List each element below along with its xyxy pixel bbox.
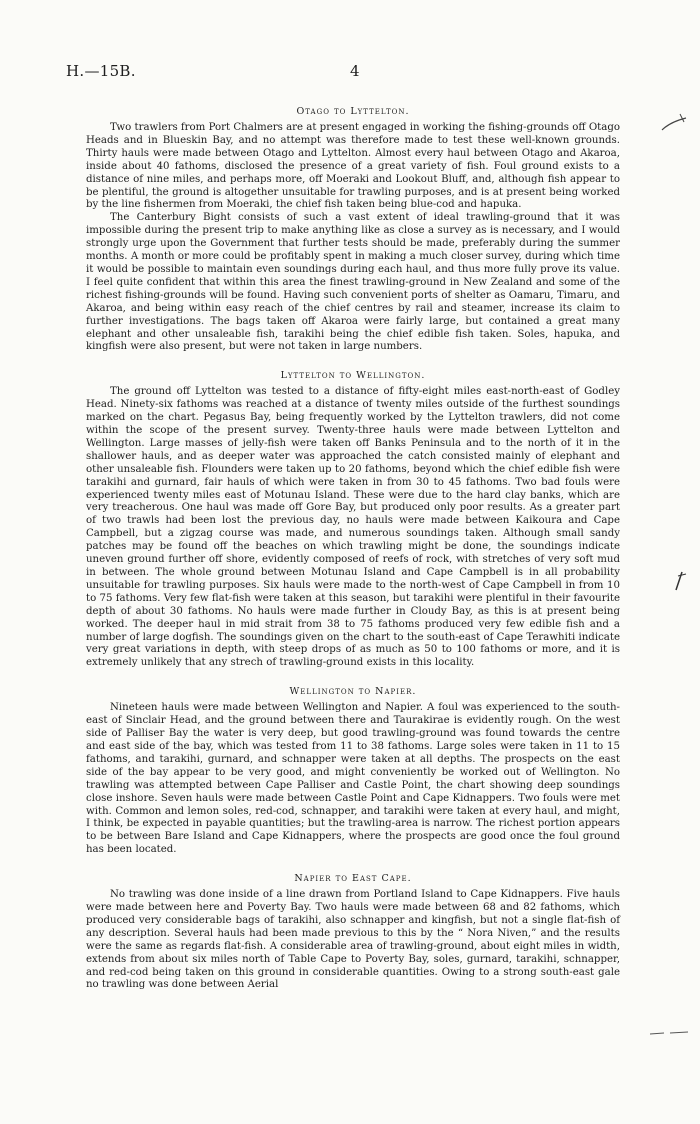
paragraph: Two trawlers from Port Chalmers are at present engaged in working the fishing-grounds off Otago Heads and in Blueskin Bay, and no attempt was therefore made to test these well-known grounds. Thirty hauls were made between Otago and Lyttelton. Almost every haul between Otago and Akaroa, inside about 40 fathoms, disclosed the presence of a great variety of fish. Foul ground exists to a distance of nine miles, and perhaps more, off Moeraki and Lookout Bluff, and, although fish appear to be plentiful, the ground is altogether unsuitable for trawling purposes, and is at present being worked by the line fishermen from Moeraki, the chief fish taken being blue-cod and hapuka. <box>86 122 620 211</box>
page-body <box>86 106 620 1008</box>
paragraph: The ground off Lyttelton was tested to a distance of fifty-eight miles east-north-east of Godley Head. Ninety-six fathoms was reached at a distance of twenty miles outside of the furthest soundings marked on the chart. Pegasus Bay, being frequently worked by the Lyttelton trawlers, did not come within the scope of the present survey. Twenty-three hauls were made between Lyttelton and Wellington. Large masses of jelly-fish were taken off Banks Peninsula and to the north of it in the shallower hauls, and as deeper water was approached the catch consisted mainly of elephant and other unsaleable fish. Flounders were taken up to 20 fathoms, beyond which the chief edible fish were tarakihi and gurnard, fair hauls of which were taken in from 30 to 45 fathoms. Two bad fouls were experienced twenty miles east of Motunau Island. These were due to the hard clay banks, which are very treacherous. One haul was made off Gore Bay, but produced only poor results. As a greater part of two trawls had been lost the previous day, no hauls were made between Kaikoura and Cape Campbell, but a zigzag course was made, and numerous soundings taken. Although small sandy patches may be found off the beaches on which trawling might be done, the soundings indicate uneven ground further off shore, evidently composed of reefs of rock, with stretches of very soft mud in between. The whole ground between Motunau Island and Cape Campbell is in all probability unsuitable for trawling purposes. Six hauls were made to the north-west of Cape Campbell in from 10 to 75 fathoms. Very few flat-fish were taken at this season, but tarakihi were plentiful in their favourite depth of about 30 fathoms. No hauls were made further in Cloudy Bay, as this is at present being worked. The deeper haul in mid strait from 38 to 75 fathoms produced very few edible fish and a number of large dogfish. The soundings given on the chart to the south-east of Cape Terawhiti indicate very great variations in depth, with steep drops of as much as 50 to 100 fathoms or more, and it is extremely unlikely that any strech of trawling-ground exists in this locality. <box>86 386 620 669</box>
section-lyttelton-to-wellington <box>86 370 620 670</box>
margin-pencil-mark <box>672 568 688 592</box>
paragraph: The Canterbury Bight consists of such a vast extent of ideal trawling-ground that it was impossible during the present trip to make anything like as close a survey as is necessary, and I would strongly urge upon the Government that further tests should be made, preferably during the summer months. A month or more could be profitably spent in making a much closer survey, during which time it would be possible to maintain even soundings during each haul, and thus more fully prove its value. I feel quite confident that within this area the finest trawling-ground in New Zealand and some of the richest fishing-grounds will be found. Having such convenient ports of shelter as Oamaru, Timaru, and Akaroa, and being within easy reach of the chief centres by rail and steamer, increase its claim to further investigations. The bags taken off Akaroa were fairly large, but contained a great many elephant and other unsaleable fish, tarakihi being the chief edible fish taken. Soles, hapuka, and kingfish were also present, but were not taken in large numbers. <box>86 212 620 353</box>
margin-pencil-mark <box>650 1028 690 1038</box>
section-wellington-to-napier <box>86 686 620 857</box>
page-header <box>66 62 636 82</box>
page-number: 4 <box>350 62 360 80</box>
section-title: Lyttelton to Wellington. <box>280 370 426 382</box>
section-title: Napier to East Cape. <box>294 873 412 885</box>
section-napier-to-east-cape <box>86 873 620 992</box>
paragraph: Nineteen hauls were made between Wellington and Napier. A foul was experienced to the south-east of Sinclair Head, and the ground between there and Taurakirae is evidently rough. On the west side of Palliser Bay the water is very deep, but good trawling-ground was found towards the centre and east side of the bay, which was tested from 11 to 38 fathoms. Large soles were taken in 11 to 15 fathoms, and tarakihi, gurnard, and schnapper were taken at all depths. The prospects on the east side of the bay appear to be very good, and might conveniently be worked out of Wellington. No trawling was attempted between Cape Palliser and Castle Point, the chart showing deep soundings close inshore. Seven hauls were made between Castle Point and Cape Kidnappers. Two fouls were met with. Common and lemon soles, red-cod, schnapper, and tarakihi were taken at every haul, and might, I think, be expected in payable quantities; but the trawling-area is narrow. The richest portion appears to be between Bare Island and Cape Kidnappers, where the prospects are good once the foul ground has been located. <box>86 702 620 856</box>
paragraph: No trawling was done inside of a line drawn from Portland Island to Cape Kidnappers. Five hauls were made between here and Poverty Bay. Two hauls were made between 68 and 82 fathoms, which produced very considerable bags of tarakihi, also schnapper and kingfish, but not a single flat-fish of any description. Several hauls had been made previous to this by the “ Nora Niven,” and the results were the same as regards flat-fish. A considerable area of trawling-ground, about eight miles in width, extends from about six miles north of Table Cape to Poverty Bay, soles, gurnard, tarakihi, schnapper, and red-cod being taken on this ground in considerable quantities. Owing to a strong south-east gale no trawling was done between Aerial <box>86 889 620 991</box>
section-otago-to-lyttelton <box>86 106 620 354</box>
section-title: Otago to Lyttelton. <box>296 106 410 117</box>
section-title: Wellington to Napier. <box>289 686 417 698</box>
document-reference: H.—15B. <box>66 62 136 80</box>
margin-pencil-mark <box>660 112 688 138</box>
